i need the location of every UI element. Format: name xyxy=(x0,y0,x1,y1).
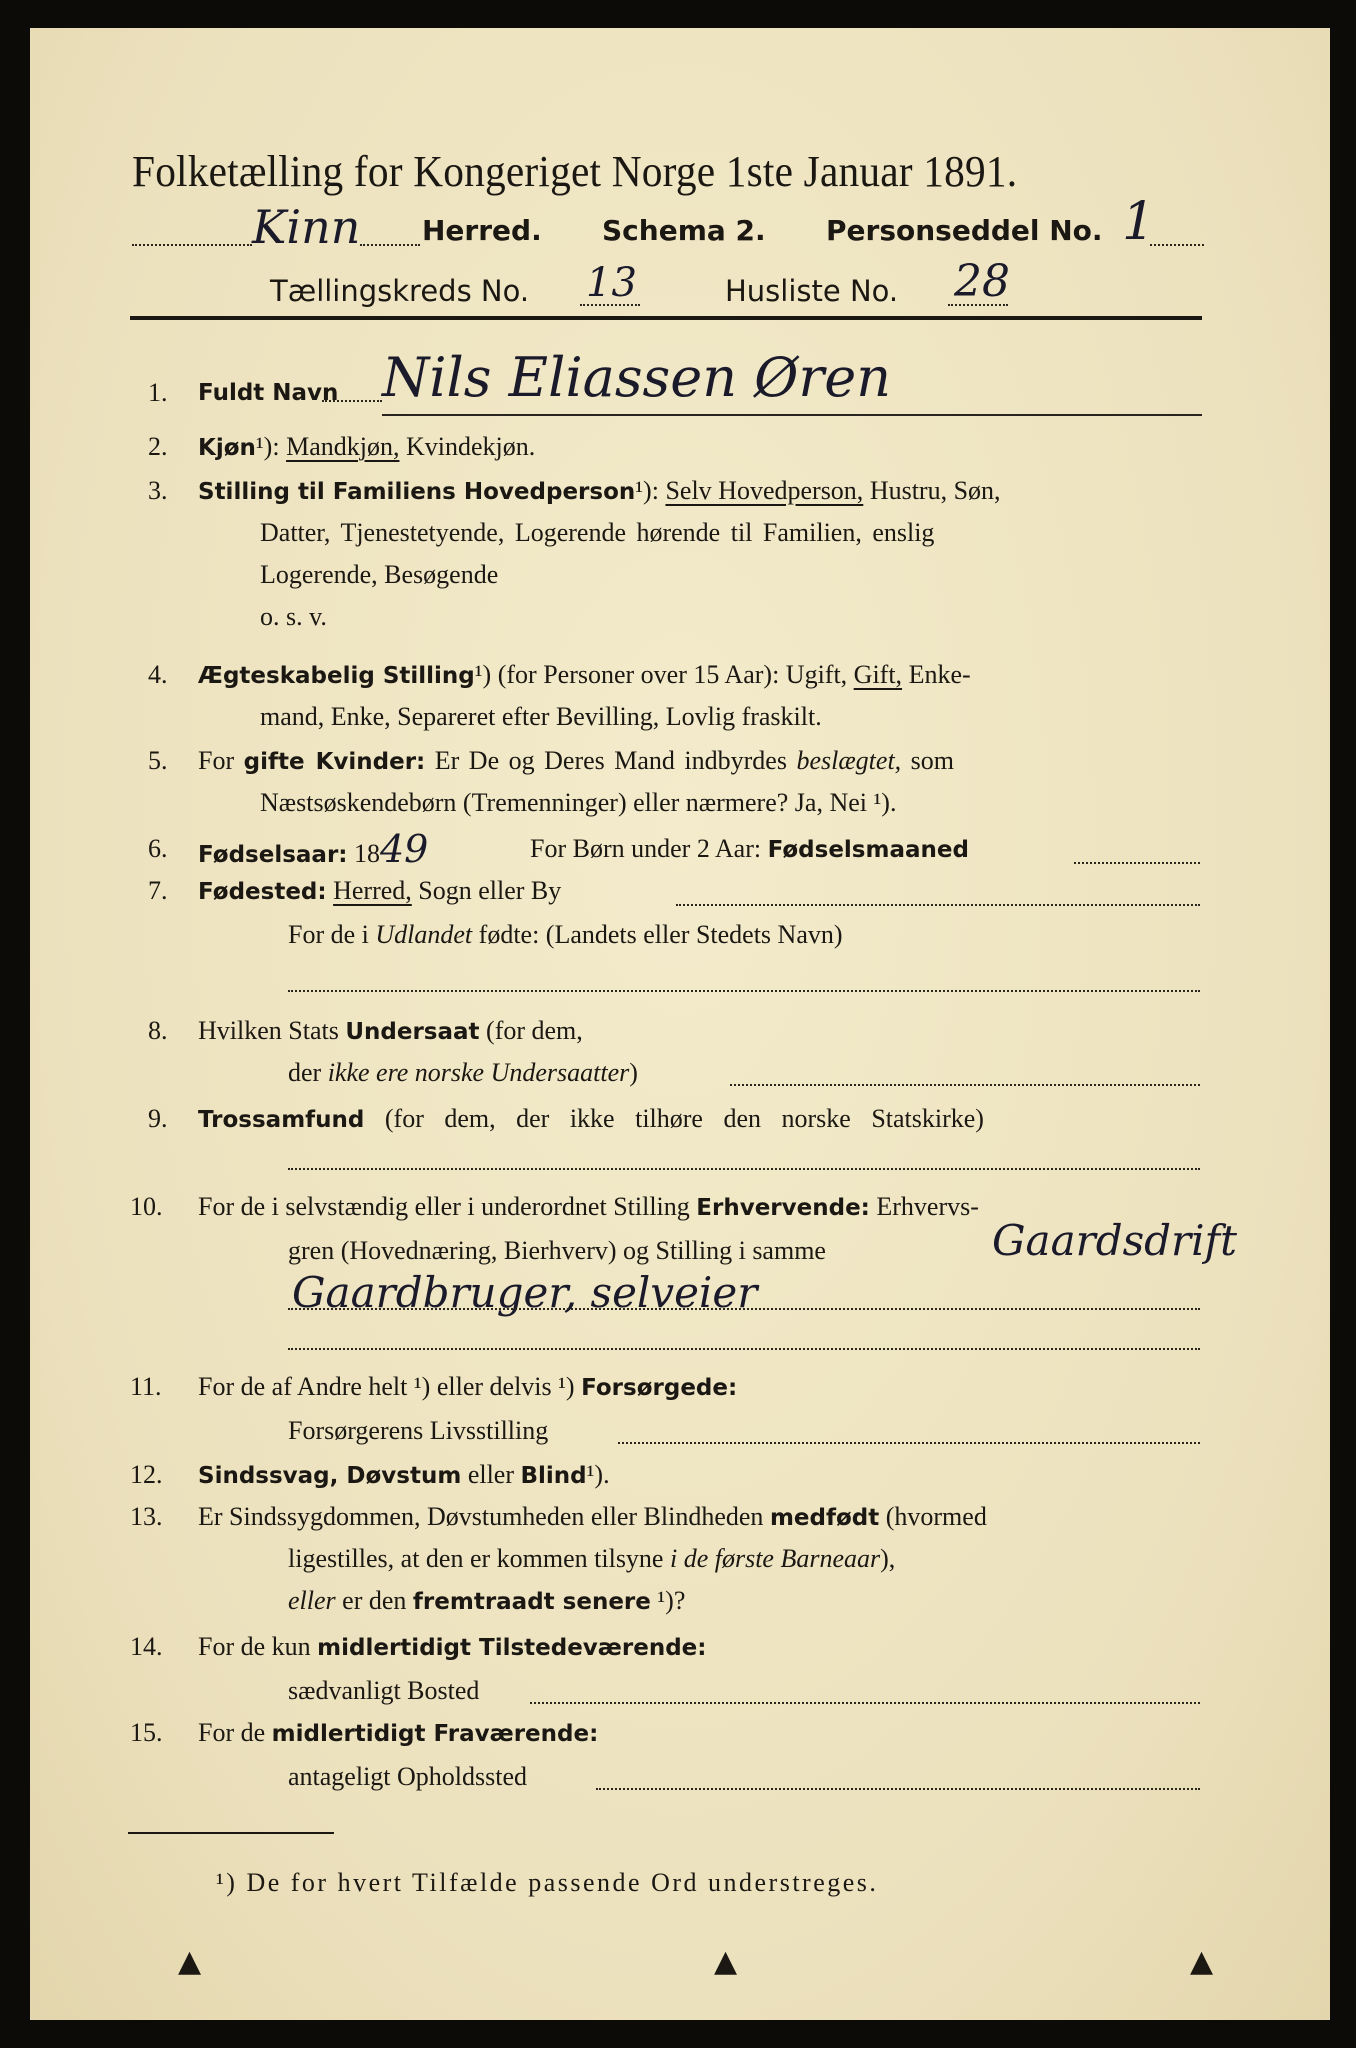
dotted-line xyxy=(288,1348,1200,1350)
dotted-line xyxy=(618,1442,1200,1444)
item-label: Trossamfund xyxy=(198,1107,365,1133)
full-name-value: Nils Eliassen Øren xyxy=(382,346,891,409)
item-label: Fødselsmaaned xyxy=(767,837,969,863)
item-label: Stilling til Familiens Hovedperson xyxy=(198,479,636,505)
personseddel-label: Personseddel No. xyxy=(826,214,1103,247)
item-text: For de i xyxy=(288,920,369,949)
item-number: 14. xyxy=(130,1632,163,1661)
dotted-line xyxy=(288,990,1200,992)
item-number: 6. xyxy=(148,834,168,863)
taellingskreds-label: Tællingskreds No. xyxy=(270,274,530,308)
item-text: Udlandet xyxy=(375,920,473,949)
item-text: beslægtet, xyxy=(796,746,902,775)
dotted-line xyxy=(948,304,1008,306)
item-text: ), xyxy=(880,1544,896,1573)
dotted-line xyxy=(360,244,420,246)
item-text: eller xyxy=(288,1586,336,1615)
dotted-line xyxy=(596,1788,1200,1790)
item-text: Logerende, Besøgende xyxy=(260,560,499,589)
option-gift: Gift, xyxy=(853,660,903,689)
item-text: For de xyxy=(198,1718,266,1747)
item-text: Datter, Tjenestetyende, Logerende hørende til Familien, enslig xyxy=(260,518,935,547)
item-number: 8. xyxy=(148,1016,168,1045)
item-text: ¹)? xyxy=(657,1586,686,1615)
item-text: antageligt Opholdssted xyxy=(288,1762,528,1791)
taellingskreds-value: 13 xyxy=(586,260,637,306)
item-label: gifte Kvinder: xyxy=(243,749,426,775)
item-text: Hustru, Søn, xyxy=(869,476,1001,505)
item-number: 9. xyxy=(148,1104,168,1133)
item-text: (for dem, der ikke tilhøre den norske Statskirke) xyxy=(384,1104,984,1133)
item-text: i de første Barneaar xyxy=(669,1544,881,1573)
item-label: midlertidigt Tilstedeværende: xyxy=(317,1635,707,1661)
personseddel-value: 1 xyxy=(1122,192,1156,252)
option-herred: Herred, xyxy=(333,876,412,905)
item-text: Sogn eller By xyxy=(418,876,562,905)
item-text: For de kun xyxy=(198,1632,311,1661)
item-text: For de af Andre helt ¹) eller delvis ¹) xyxy=(198,1372,575,1401)
item-number: 13. xyxy=(130,1502,163,1531)
form-title: Folketælling for Kongeriget Norge 1ste Januar 1891. xyxy=(132,147,1018,196)
item-text: (hvormed xyxy=(885,1502,987,1531)
item-number: 2. xyxy=(148,432,168,461)
superscript: ¹): xyxy=(255,432,280,461)
item-text: eller xyxy=(467,1460,514,1489)
item-text: (for Personer over 15 Aar): Ugift, xyxy=(497,660,848,689)
dotted-line xyxy=(132,244,252,246)
dotted-line xyxy=(322,400,382,402)
item-text: fødte: (Landets eller Stedets Navn) xyxy=(478,920,843,949)
item-text: der xyxy=(288,1058,322,1087)
item-number: 10. xyxy=(130,1192,163,1221)
item-number: 5. xyxy=(148,746,168,775)
superscript: ¹): xyxy=(635,476,659,505)
item-label: Fødested: xyxy=(198,879,327,905)
item-text: Erhvervs- xyxy=(876,1192,979,1221)
header-rule xyxy=(130,316,1202,320)
item-text: gren (Hovednæring, Bierhverv) og Stilling i samme xyxy=(288,1236,826,1265)
item-text: mand, Enke, Separeret efter Bevilling, Lovlig fraskilt. xyxy=(260,702,822,731)
occupation-value-2: Gaardbruger, selveier xyxy=(292,1268,758,1317)
option-mandkjon: Mandkjøn, xyxy=(286,432,400,461)
husliste-value: 28 xyxy=(954,256,1010,307)
item-label: fremtraadt senere xyxy=(412,1589,651,1615)
dotted-line xyxy=(580,304,640,306)
registration-mark-icon: ▲ xyxy=(714,1944,738,1979)
item-number: 4. xyxy=(148,660,168,689)
item-label: Forsørgede: xyxy=(581,1375,738,1401)
item-label: Fødselsaar: xyxy=(198,842,348,868)
census-form xyxy=(30,28,1330,2020)
item-text: Er De og Deres Mand indbyrdes xyxy=(434,746,787,775)
item-text: For xyxy=(198,746,235,775)
item-text: ikke ere norske Undersaatter xyxy=(327,1058,630,1087)
item-text: o. s. v. xyxy=(260,602,327,631)
item-text: som xyxy=(910,746,955,775)
item-text: For Børn under 2 Aar: xyxy=(530,834,762,863)
item-text: Forsørgerens Livsstilling xyxy=(288,1416,549,1445)
item-text: Er Sindssygdommen, Døvstumheden eller Blindheden xyxy=(198,1502,764,1531)
husliste-label: Husliste No. xyxy=(725,274,899,308)
option-kvindekjon: Kvindekjøn. xyxy=(405,432,536,461)
herred-label: Herred. xyxy=(422,214,542,247)
herred-value: Kinn xyxy=(252,200,361,254)
footnote-rule xyxy=(128,1832,334,1834)
item-text: Enke- xyxy=(908,660,971,689)
item-number: 3. xyxy=(148,476,168,505)
option-selv-hovedperson: Selv Hovedperson, xyxy=(665,476,864,505)
item-label: medfødt xyxy=(769,1505,880,1531)
item-text: sædvanligt Bosted xyxy=(288,1676,480,1705)
birth-year-value: 49 xyxy=(380,827,429,871)
occupation-value-1: Gaardsdrift xyxy=(992,1216,1237,1265)
registration-mark-icon: ▲ xyxy=(178,1944,202,1979)
item-text: ligestilles, at den er kommen tilsyne xyxy=(288,1544,664,1573)
dotted-line xyxy=(1074,862,1200,864)
item-label: Blind xyxy=(520,1463,587,1489)
schema-label: Schema 2. xyxy=(602,214,766,247)
item-label: Sindssvag, Døvstum xyxy=(198,1463,462,1489)
item-text: Hvilken Stats xyxy=(198,1016,339,1045)
item-label: midlertidigt Fraværende: xyxy=(271,1721,599,1747)
item-text: er den xyxy=(342,1586,407,1615)
dotted-line xyxy=(730,1084,1200,1086)
item-number: 1. xyxy=(148,378,168,407)
item-number: 15. xyxy=(130,1718,163,1747)
item-label: Kjøn xyxy=(198,435,256,461)
item-label: Erhvervende: xyxy=(696,1195,870,1221)
item-label: Ægteskabelig Stilling xyxy=(198,663,475,689)
item-text: 18 xyxy=(354,839,380,868)
item-number: 7. xyxy=(148,876,168,905)
item-number: 12. xyxy=(130,1460,163,1489)
dotted-line xyxy=(1150,244,1204,246)
item-text: Næstsøskendebørn (Tremenninger) eller nærmere? Ja, Nei ¹). xyxy=(260,788,897,817)
dotted-line xyxy=(676,904,1200,906)
item-label: Undersaat xyxy=(345,1019,480,1045)
item-text: For de i selvstændig eller i underordnet Stilling xyxy=(198,1192,690,1221)
name-underline xyxy=(382,414,1202,416)
dotted-line xyxy=(288,1168,1200,1170)
item-text: (for dem, xyxy=(486,1016,583,1045)
item-text: ) xyxy=(629,1058,638,1087)
dotted-line xyxy=(288,1308,1200,1310)
registration-mark-icon: ▲ xyxy=(1190,1944,1214,1979)
dotted-line xyxy=(530,1702,1200,1704)
item-label: Fuldt Navn xyxy=(198,380,339,406)
item-text: ¹). xyxy=(586,1460,610,1489)
item-number: 11. xyxy=(130,1372,162,1401)
superscript: ¹) xyxy=(474,660,492,689)
footnote: ¹) De for hvert Tilfælde passende Ord understreges. xyxy=(216,1868,879,1897)
